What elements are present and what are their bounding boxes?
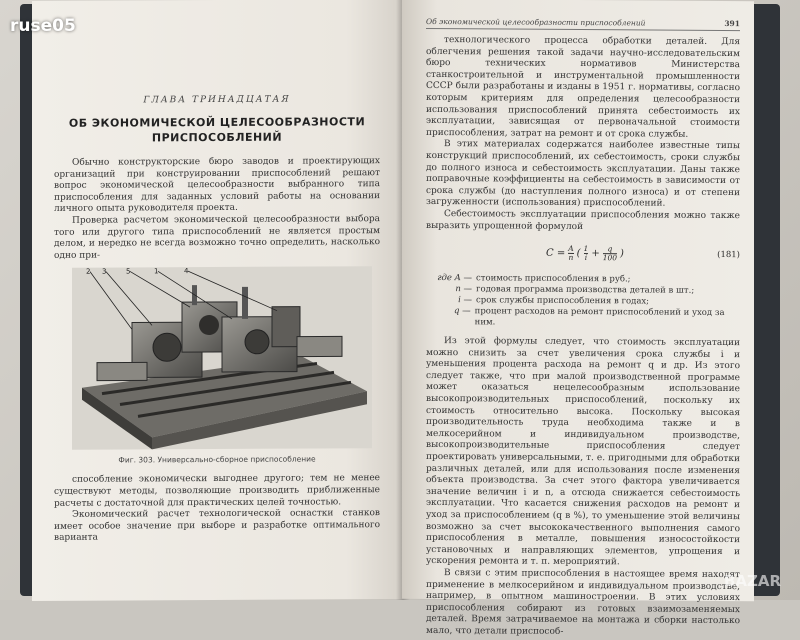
definition-row: n — годовая программа производства деталей в шт.; xyxy=(455,284,695,296)
definition-row: i — срок службы приспособления в годах; xyxy=(458,295,650,307)
chapter-title-line2: ПРИСПОСОБЛЕНИЙ xyxy=(151,130,283,145)
right-paragraph-1: технологического процесса обработки деталей. Для облегчения решения такой задачи научно-исследовательским бюро технических нормативов Министерства станкостроительной и инструментальной промышленности СССР были разработаны и изданы в 1951 г. нормативы, согласно которым критериям для определения целесообразности использования приспособлений принята себестоимость их эксплуатации, зависящая от первоначальной стоимости приспособления, затрат на ремонт и от срока службы. xyxy=(426,35,740,140)
right-paragraph-3: Себестоимость эксплуатации приспособления можно также выразить упрощенной формулой xyxy=(426,208,740,232)
running-head-title: Об экономической целесообразности приспособлений xyxy=(426,16,646,28)
watermark-text: ruse05 xyxy=(10,16,76,36)
figure-label: 4 xyxy=(184,267,189,276)
right-paragraph-2: В этих материалах содержатся наиболее известные типы конструкций приспособлений, их себестоимость, сроки службы до полного износа и себестоимость эксплуатации. Даны также поправочные коэффициенты на себестоимость в зависимости от срока службы (до наступления полного износа) и от степени загруженности (использования) приспособлений. xyxy=(426,139,740,209)
left-paragraph-4: Экономический расчет технологической оснастки станков имеет особое значение при выборе и разработке оптимального варианта xyxy=(54,508,380,544)
figure-label: 1 xyxy=(154,267,159,276)
right-paragraph-4: Из этой формулы следует, что стоимость эксплуатации можно снизить за счет увеличения срока службы i и уменьшения процента расхода на ремонт q и др. Из этого следует также, что при малой производственной программе может оказаться нецелесообразным использование высокопроизводительных приспособлений, поскольку их стоимость относительно высока. Поскольку высокая производительность труда необходима также и в мелкосерийном и индивидуальном производстве, высокопроизводительные приспособления следует проектировать универсальными, т. е. пригодными для обработки различных деталей, или для использования после изменения объекта производства. За счет этого фактора увеличивается значение величин i и n, а отсюда снижается себестоимость эксплуатации. Что касается снижения расходов на ремонт и уход за приспособлением (q в %), то уменьшение этой величины возможно за счет высококачественного выполнения самого приспособления в металле, повышения износостойкости установочных и направляющих элементов, упрощения и ускорения ремонта и т. п. мероприятий. xyxy=(426,336,740,568)
right-paragraph-5: В связи с этим приспособления в настоящее время находят применение в мелкосерийном и индивидуальном производстве, например, в опытном машиностроении. В этих условиях приспособления собирают из готовых взаимозаменяемых деталей. Время затрачиваемое на монтажа и сборки настолько мало, что детали приспособ- xyxy=(426,568,740,637)
formula-row xyxy=(426,244,740,263)
formula-lhs: C = xyxy=(546,247,566,260)
definition-row: где A — стоимость приспособления в руб.; xyxy=(437,273,631,285)
chapter-title xyxy=(54,114,380,146)
equation-number: (181) xyxy=(717,249,740,260)
left-paragraph-1: Обычно конструкторские бюро заводов и проектирующих организаций при конструировании приспособлений решают вопрос экономической целесообразности выбранного типа приспособления для заданных условий работы на основании личного опыта руководителя проекта. xyxy=(54,156,380,215)
fixture-illustration xyxy=(72,267,372,451)
formula-fraction xyxy=(568,245,573,262)
formula-term-1: $\frac{1}{i}$ xyxy=(583,244,589,263)
left-page xyxy=(32,0,402,601)
formula-denominator: n xyxy=(568,253,574,263)
left-paragraph-2: Проверка расчетом экономической целесообразности выбора того или другого типа приспособлений не является простым делом, и нередко не всегда возможно точно определить, насколько одно при- xyxy=(54,214,380,261)
formula-definitions xyxy=(426,273,740,330)
formula-numerator: A xyxy=(568,244,574,254)
figure-caption: Фиг. 303. Универсально-сборное приспособление xyxy=(118,454,316,465)
bazar-logo-icon xyxy=(724,570,786,592)
figure-label: 3 xyxy=(102,267,107,276)
definition-row: q — процент расходов на ремонт приспособлений и уход за ним. xyxy=(454,306,725,328)
chapter-title-line1: ОБ ЭКОНОМИЧЕСКОЙ ЦЕЛЕСООБРАЗНОСТИ xyxy=(68,115,366,130)
left-paragraph-3: способление экономически выгоднее другого; тем не менее существуют методы, позволяющие производить приближенные расчеты с достаточной для практических целей точностью. xyxy=(54,473,380,509)
formula-plus: + xyxy=(591,248,600,260)
figure-label: 2 xyxy=(86,268,91,277)
formula-term-2: $\frac{q}{100}$ xyxy=(602,244,618,263)
cost-formula: C = $\frac{A}{n}$ ( $\frac{1}{i}$ + $\frac{q}{100}$ ) xyxy=(546,244,624,263)
right-page xyxy=(402,0,754,637)
page-number: 391 xyxy=(724,19,740,29)
machine-figure xyxy=(72,267,372,451)
running-head xyxy=(426,17,740,31)
chapter-heading: ГЛАВА ТРИНАДЦАТАЯ xyxy=(143,94,291,106)
logo-text: BAZAR xyxy=(724,572,782,590)
figure-label: 5 xyxy=(126,267,131,276)
